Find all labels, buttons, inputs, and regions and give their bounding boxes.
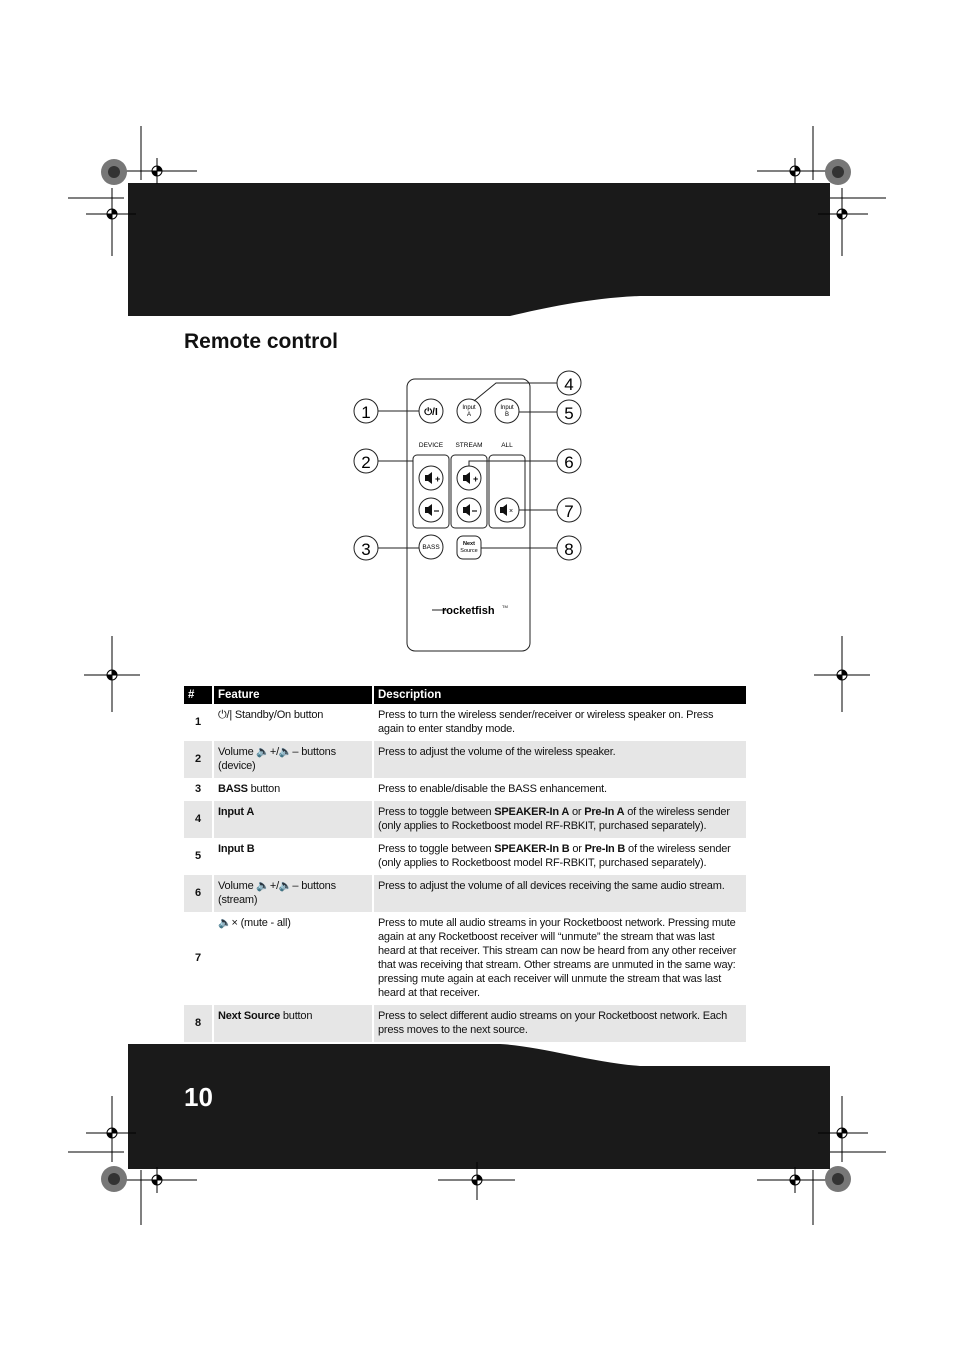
power-button [419,399,443,423]
row-num: 6 [184,875,212,912]
svg-text:A: A [466,412,472,418]
table-row [184,741,746,778]
callout-1 [354,399,378,423]
svg-text:+: + [473,474,479,484]
feature-table [184,686,746,1042]
table-row [184,778,746,801]
callout-3 [354,536,378,560]
header-description: Description [372,686,746,704]
header-num: # [184,686,212,704]
table-row [184,1005,746,1042]
row-description: Press to toggle between SPEAKER-In B or Pre-In B of the wireless sender (only applies to Rocketboost model RF-RBKIT, purchased separately). [372,838,746,875]
row-feature: 🔈× (mute - all) [212,912,372,1005]
group-label-all: ALL [501,442,513,449]
svg-text:1: 1 [361,403,371,422]
row-num: 2 [184,741,212,778]
bass-button [419,535,443,559]
callout-6 [557,449,581,473]
group-label-stream: STREAM [455,442,483,449]
svg-text:Input: Input [462,405,476,411]
stream-volume-down-button [457,498,481,522]
table-row [184,838,746,875]
row-feature: Input A [212,801,372,838]
svg-text:Source: Source [460,548,478,554]
page-number: 10 [184,1082,213,1112]
svg-text:Next: Next [463,541,475,547]
row-feature: Input B [212,838,372,875]
row-description: Press to mute all audio streams in your Rocketboost network. Pressing mute again at any Rocketboost receiver will “unmute” the stream that was last heard at that receiver. This stream can now be heard from any other receiver that was receiving that stream. Other streams are unmuted in the same way: pressing mute again at each receiver will unmute the stream that was last heard at that receiver. [372,912,746,1005]
callout-5 [557,400,581,424]
row-description: Press to adjust the volume of all devices receiving the same audio stream. [372,875,746,912]
table-row [184,704,746,741]
page-title: Remote control [184,330,339,353]
svg-text:8: 8 [564,540,574,559]
device-volume-up-button [419,466,443,490]
next-source-button [457,536,481,559]
svg-text:BASS: BASS [422,544,440,551]
row-num: 1 [195,716,201,728]
row-feature: Next Source button [212,1005,372,1042]
svg-text:rocketfish: rocketfish [442,605,495,617]
row-num: 5 [195,850,201,862]
row-num: 7 [195,952,201,964]
row-description: Press to toggle between SPEAKER-In A or Pre-In A of the wireless sender (only applies to Rocketboost model RF-RBKIT, purchased separately). [372,801,746,838]
row-feature: Volume 🔈+/🔈– buttons (stream) [212,875,372,912]
svg-text:7: 7 [564,502,574,521]
row-num: 8 [184,1005,212,1042]
callout-8 [557,536,581,560]
callout-2 [354,449,378,473]
footer-band [128,1044,830,1169]
callout-7 [557,498,581,522]
svg-text:5: 5 [564,404,574,423]
svg-text:2: 2 [361,453,371,472]
svg-text:4: 4 [564,375,574,394]
row-feature: BASS button [212,778,372,801]
svg-text:B: B [504,412,510,418]
device-volume-down-button [419,498,443,522]
remote-illustration [340,362,620,654]
svg-text:TM: TM [502,604,508,609]
row-feature: Volume 🔈+/🔈– buttons (device) [212,741,372,778]
row-description: Press to select different audio streams on your Rocketboost network. Each press moves to the next source. [372,1005,746,1042]
input-b-button [495,399,519,423]
row-description: Press to turn the wireless sender/receiver or wireless speaker on. Press again to enter standby mode. [372,704,746,741]
svg-text:×: × [509,508,514,515]
svg-text:+: + [435,474,441,484]
table-row [184,912,746,1005]
table-row [184,875,746,912]
table-header-row [184,686,746,704]
svg-text:3: 3 [361,540,371,559]
svg-text:⏻/I: ⏻/I [424,407,438,418]
group-label-device: DEVICE [418,442,444,449]
callout-4 [557,371,581,395]
row-num: 3 [195,783,201,795]
svg-text:6: 6 [564,453,574,472]
row-num: 4 [184,801,212,838]
svg-text:Input: Input [500,405,514,411]
row-description: Press to enable/disable the BASS enhancement. [372,778,746,801]
row-feature: ⏻/| Standby/On button [212,704,372,741]
stream-volume-up-button [457,466,481,490]
input-a-button [457,399,481,423]
mute-all-button [495,498,519,522]
row-description: Press to adjust the volume of the wireless speaker. [372,741,746,778]
table-row [184,801,746,838]
header-feature: Feature [212,686,372,704]
